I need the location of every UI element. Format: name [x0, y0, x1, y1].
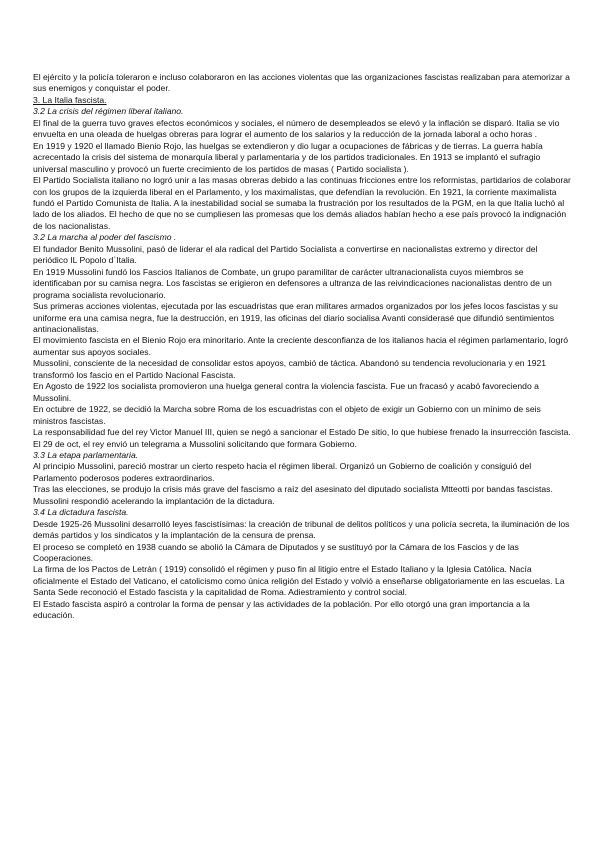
- paragraph: Tras las elecciones, se produjo la crisis más grave del fascismo a raíz del asesinato del diputado socialista Mtteotti por bandas fascistas. Mussolini respondió acelerando la implantación de la dictadura.: [33, 484, 553, 506]
- section-heading: 3. La Italia fascista.: [33, 94, 107, 105]
- paragraph: La firma de los Pactos de Letrán ( 1919) consolidó el régimen y puso fin al litigio entre el Estado Italiano y la Iglesia Católica. Nacía oficialmente el Estado del Vaticano, el catolicismo como única religión del Estado y volvió a enseñarse obligatoriamente en las escuelas. La Santa Sede reconoció el Estado fascista y la capitalidad de Roma. Adiestramiento y control social.: [33, 564, 565, 598]
- subsection-heading: 3.2 La marcha al poder del fascismo .: [33, 232, 177, 243]
- paragraph: Al principio Mussolini, pareció mostrar un cierto respeto hacia el régimen liberal. Organizó un Gobierno de coalición y consiguió del Parlamento poderosos poderes extraordinarios.: [33, 461, 532, 483]
- paragraph: El movimiento fascista en el Bienio Rojo era minoritario. Ante la creciente desconfianza de los italianos hacia el régimen parlamentario, logró aumentar sus apoyos sociales.: [33, 335, 569, 357]
- paragraph: El Estado fascista aspiró a controlar la forma de pensar y las actividades de la población. Por ello otorgó una gran importancia a la educación.: [33, 598, 530, 621]
- document-body: [33, 72, 573, 622]
- paragraph: Sus primeras acciones violentas, ejecutada por las escuadristas que eran militares armados organizados por los jefes locos fascistas y su uniforme era una camisa negra, fue la destrucción, en 1919, las oficinas del diario socialisa Avanti considerasé que difundió sentimientos antinacionalistas.: [33, 301, 558, 334]
- paragraph: El ejército y la policía toleraron e incluso colaboraron en las acciones violentas que las organizaciones fascistas realizaban para atemorizar a sus enemigos y conquistar el poder.: [33, 72, 570, 94]
- subsection-heading: 3.4 La dictadura fascista.: [33, 507, 129, 518]
- paragraph: El final de la guerra tuvo graves efectos económicos y sociales, el número de desempleados se elevó y la inflación se disparó. Italia se vio envuelta en una oleada de huelgas obreras para lograr el aumento de los salarios y la reducción de la jornada laboral a ocho horas .: [33, 117, 560, 140]
- subsection-heading: 3.3 La etapa parlamentaria.: [33, 449, 139, 460]
- paragraph: La responsabilidad fue del rey Victor Manuel III, quien se negó a sancionar el Estado De sitio, lo que hubiese frenado la insurrección fascista. El 29 de oct, el rey envió un telegrama a Mussolini solicitando que formara Gobierno.: [33, 427, 571, 449]
- paragraph: Desde 1925-26 Mussolini desarrolló leyes fascistísimas: la creación de tribunal de delitos políticos y una policía secreta, la iluminación de los demás partidos y los sindicatos y la implantación de la censura de prensa.: [33, 518, 570, 541]
- subsection-heading: 3.2 La crisis del régimen liberal italiano.: [33, 106, 184, 117]
- paragraph: En 1919 Mussolini fundó los Fascios Italianos de Combate, un grupo paramilitar de carácter ultranacionalista cuyos miembros se identificaban por su camisa negra. Los fascistas se erigieron en defensores a ultranza de las reivindicaciones nacionalistas dentro de un programa socialista revolucionario.: [33, 266, 552, 300]
- paragraph: En Agosto de 1922 los socialista promovieron una huelga general contra la violencia fascista. Fue un fracasó y acabó favoreciendo a Mussolini.: [33, 381, 539, 403]
- paragraph: El proceso se completó en 1938 cuando se abolió la Cámara de Diputados y se sustituyó por la Cámara de los Fascios y de las Cooperaciones.: [33, 541, 519, 564]
- paragraph: El fundador Benito Mussolini, pasó de liderar el ala radical del Partido Socialista a convertirse en nacionalistas extremo y director del periódico IL Popolo d`Italia.: [33, 243, 538, 266]
- paragraph: En octubre de 1922, se decidió la Marcha sobre Roma de los escuadristas con el objeto de exigir un Gobierno con un mínimo de seis ministros fascistas.: [33, 404, 541, 426]
- paragraph: El Partido Socialista italiano no logró unir a las masas obreras debido a las continuas fricciones entre los reformistas, partidarios de colaborar con los grupos de la izquierda liberal en el Parlamento, y los maximalistas, que defendían la revolución. En 1921, la corriente maximalista fundó el Partido Comunista de Italia. A la inestabilidad social se sumaba la frustración por los resultados de la PGM, en la que Italia luchó al lado de los aliados. El hecho de que no se cumpliesen las promesas que los demás aliados habían hecho a ese país provocó la indignación de los nacionalistas.: [33, 175, 571, 231]
- paragraph: En 1919 y 1920 el llamado Bienio Rojo, las huelgas se extendieron y dio lugar a ocupaciones de fábricas y de tierras. La guerra había acrecentado la crisis del sistema de monarquía liberal y parlamentaria y de los partidos tradicionales. En 1913 se implantó el sufragio universal masculino y provocó un fuerte crecimiento de los partidos de masas ( Partido socialista ).: [33, 140, 543, 174]
- paragraph: Mussolini, consciente de la necesidad de consolidar estos apoyos, cambió de táctica. Abandonó su tendencia revolucionaria y en 1921 transformó los fascio en el Partido Nacional Fascista.: [33, 358, 547, 380]
